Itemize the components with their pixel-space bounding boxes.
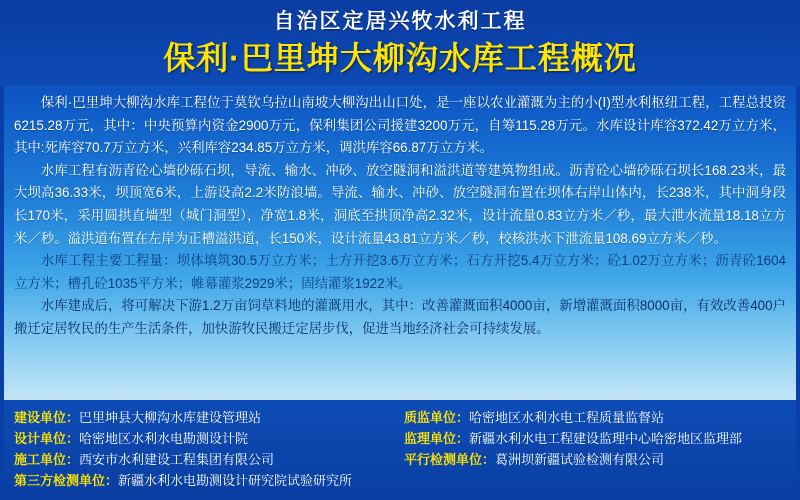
board-body [14,92,786,341]
footer-value: 哈密地区水利水电工程质量监督站 [469,410,665,425]
footer-value: 新疆水利水电工程建设监理中心哈密地区监理部 [469,431,743,446]
paragraph-benefits: 水库建成后，将可解决下游1.2万亩饲草料地的灌溉用水，其中：改善灌溉面积4000亩，新增灌溉面积8000亩，有效改善400户搬迁定居牧民的生产生活条件，加快游牧民搬迁定居步伐，促进当地经济社会可持续发展。 [14,298,786,336]
footer-row [14,470,786,491]
footer-label: 施工单位： [14,452,80,467]
paragraph-structures: 水库工程有沥青砼心墙砂砾石坝，导流、输水、冲砂、放空隧洞和溢洪道等建筑物组成。沥青砼心墙砂砾石坝长168.23米，最大坝高36.33米，坝顶宽6米，上游设高2.2米防浪墙。导流、输水、冲砂、放空隧洞布置在坝体右岸山体内，长238米，其中洞身段长170米，采用圆拱直墙型（城门洞型），净宽1.8米，洞底至拱顶净高2.32米，设计流量0.83立方米／秒，最大泄水流量18.18立方米／秒。溢洪道布置在左岸为正槽溢洪道，长150米，设计流量43.81立方米／秒，校核洪水下泄流量108.69立方米／秒。 [14,162,786,246]
footer-label: 监理单位： [404,431,470,446]
footer-label: 建设单位： [14,410,80,425]
board-subtitle: 自治区定居兴牧水利工程 [273,10,527,33]
board-title: 保利·巴里坤大柳沟水库工程概况 [163,40,637,76]
footer-value: 哈密地区水利水电勘测设计院 [79,431,249,446]
footer-cell-contractor-unit [14,449,396,470]
footer-value: 葛洲坝新疆试验检测有限公司 [495,452,665,467]
footer-label: 质监单位： [404,410,470,425]
footer-label: 设计单位： [14,431,80,446]
footer-value: 西安市水利建设工程集团有限公司 [79,452,275,467]
footer-label: 平行检测单位： [404,452,496,467]
footer-value: 新疆水利水电勘测设计研究院试验研究所 [118,473,353,488]
footer-cell-supervision-unit [396,428,786,449]
board-header [0,0,800,86]
paragraph-quantities: 水库工程主要工程量：坝体填筑30.5万立方米；土方开挖3.6万立方米；石方开挖5.4万立方米；砼1.02万立方米；沥青砼1604立方米；槽孔砼1035平方米；帷幕灌浆2929米；固结灌浆1922米。 [14,253,786,291]
footer-row [14,428,786,449]
footer-cell-third-party-testing-unit [14,470,786,491]
paragraph-overview: 保利·巴里坤大柳沟水库工程位于莫钦乌拉山南坡大柳沟出山口处，是一座以农业灌溉为主的小(Ⅰ)型水利枢纽工程，工程总投资6215.28万元，其中：中央预算内资金2900万元，保利集团公司援建3200万元，自筹115.28万元。水库设计库容372.42万立方米，其中:死库容70.7万立方米，兴利库容234.85万立方米，调洪库容66.87万立方米。 [14,95,786,156]
footer-row [14,407,786,428]
footer-label: 第三方检测单位： [14,473,119,488]
footer-cell-construction-unit [14,407,396,428]
footer-cell-design-unit [14,428,396,449]
footer-cell-parallel-testing-unit [396,449,786,470]
footer-row [14,449,786,470]
board-footer [4,400,796,496]
footer-cell-quality-supervision-unit [396,407,786,428]
footer-value: 巴里坤县大柳沟水库建设管理站 [79,410,262,425]
